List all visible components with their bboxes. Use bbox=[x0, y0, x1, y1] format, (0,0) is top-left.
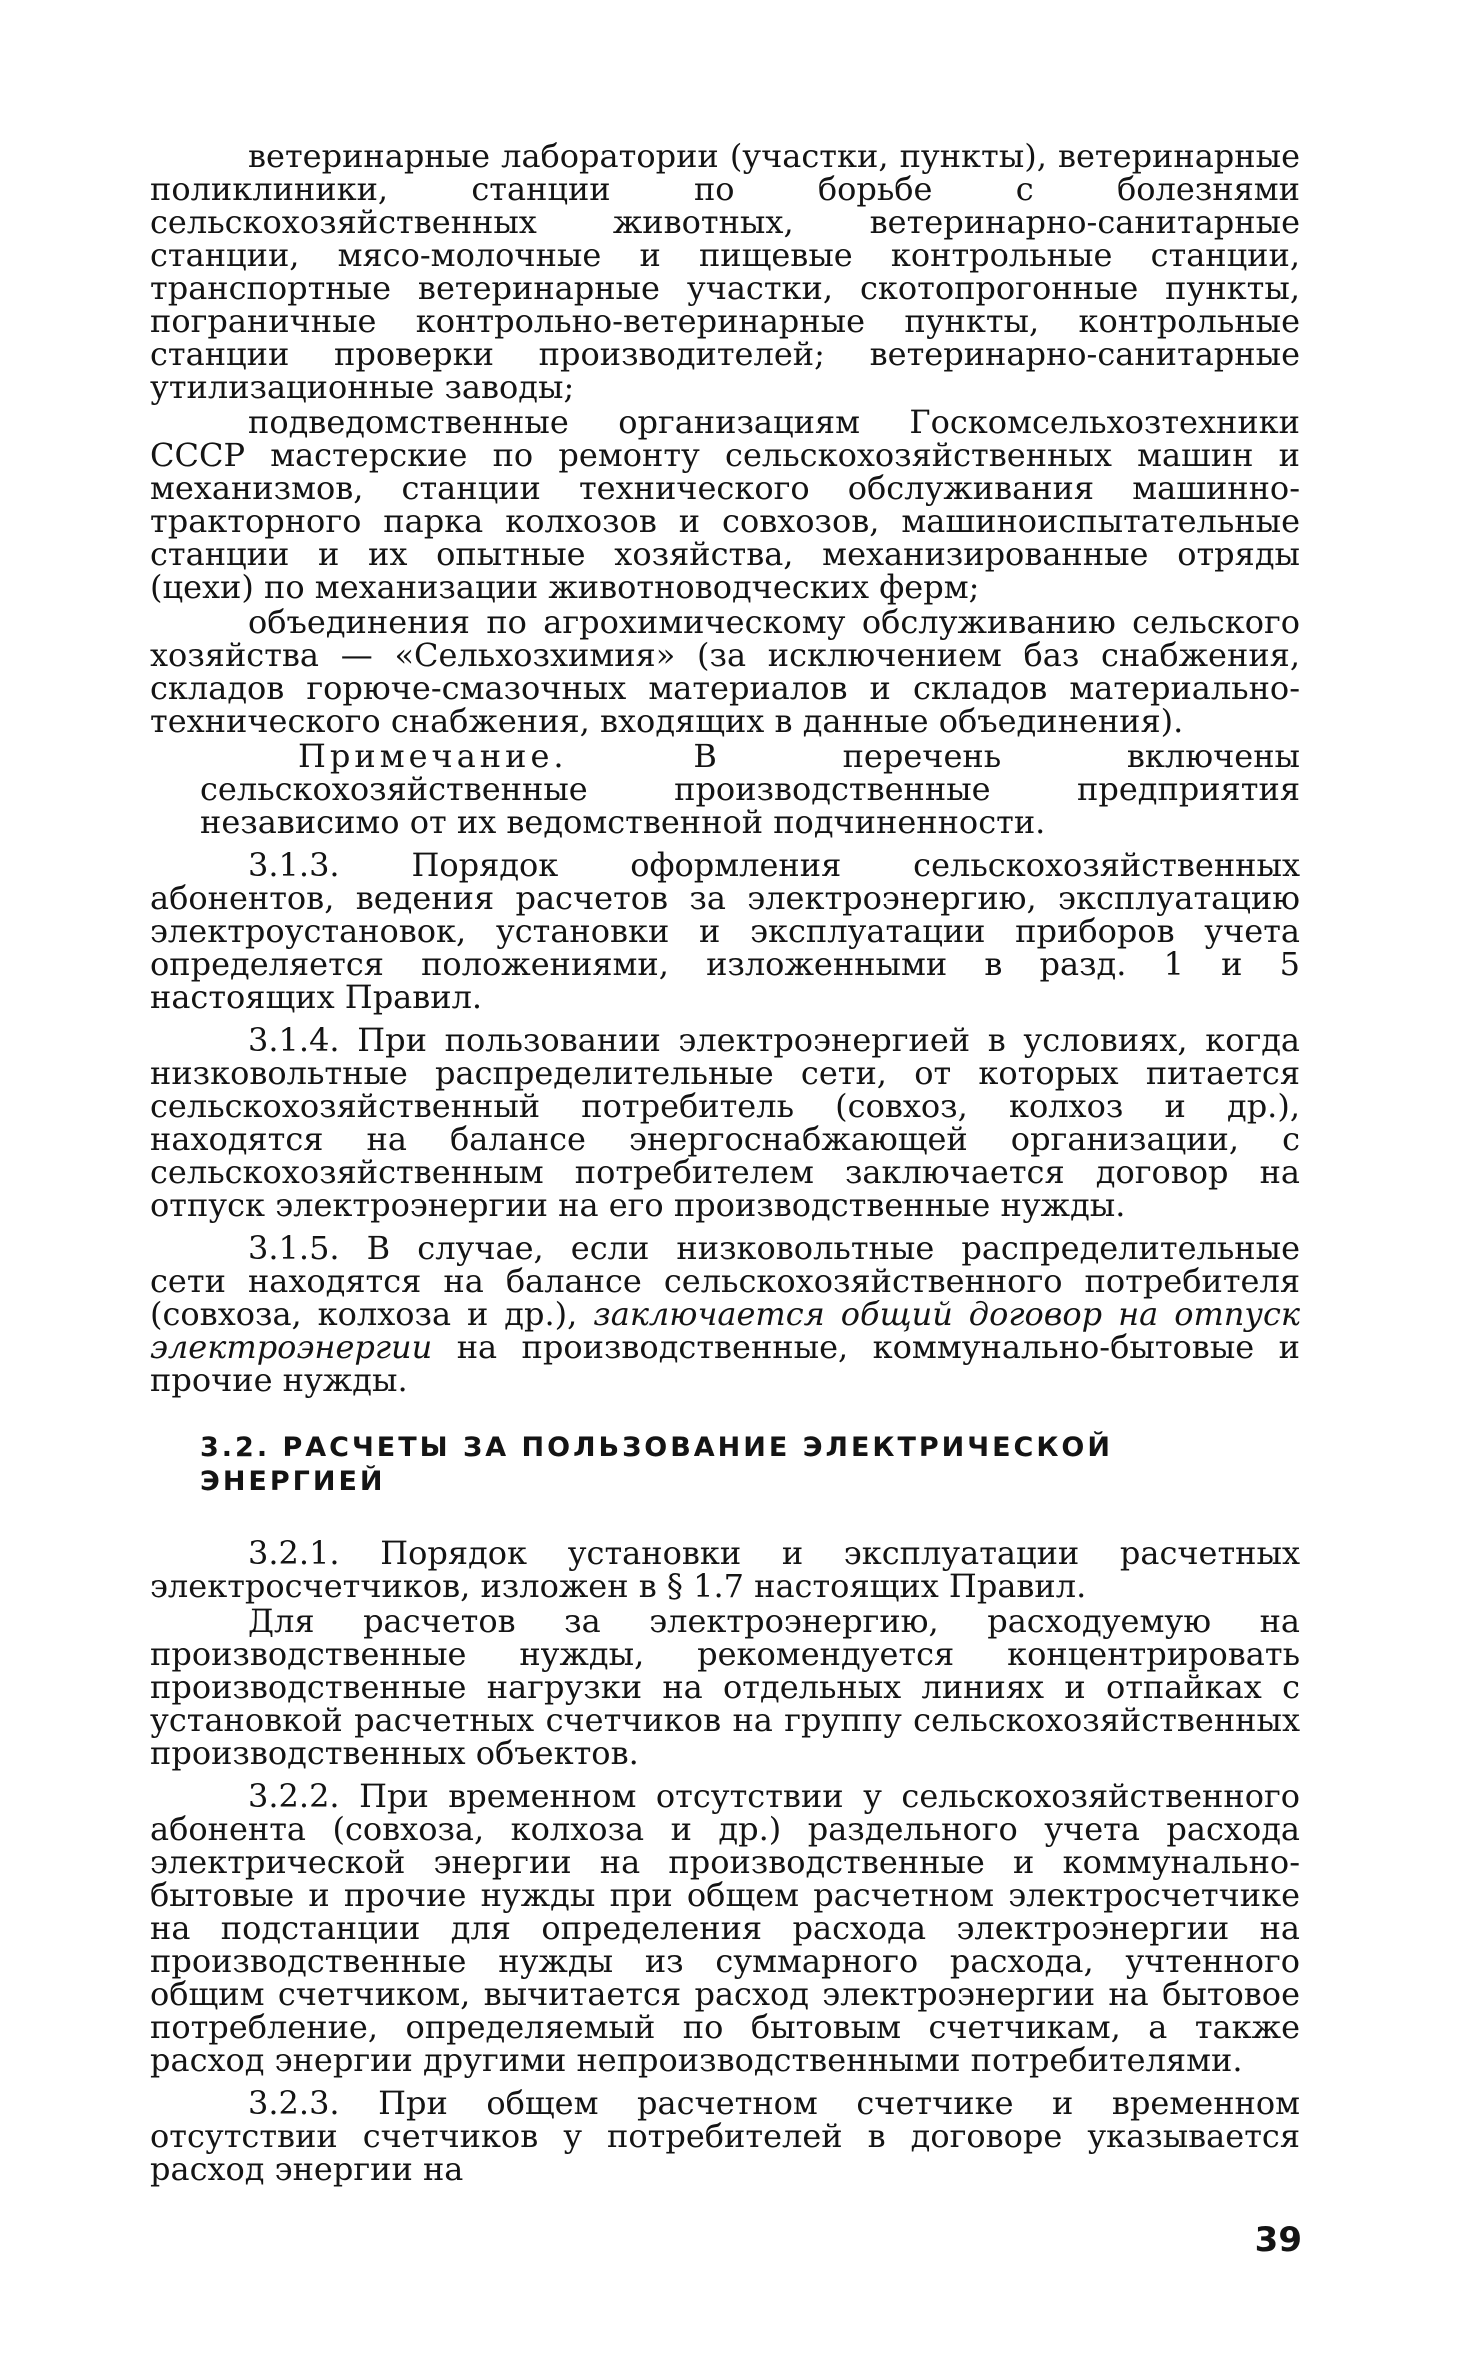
paragraph-goskomselkhoztekhnika: подведомственные организациям Госкомсельхозтехники СССР мастерские по ремонту сельскохозяйственных машин и механизмов, станции технического обслуживания машинно-тракторного парка колхозов и совхозов, машиноиспытательные станции и их опытные хозяйства, механизированные отряды (цехи) по механизации животноводческих ферм; bbox=[150, 403, 1300, 606]
clause-3-1-3 bbox=[150, 846, 1300, 1016]
document-page bbox=[150, 137, 1301, 2188]
clause-3-1-3-text: Порядок оформления сельскохозяйственных абонентов, ведения расчетов за электроэнергию, эксплуатацию электроустановок, установки и эксплуатации приборов учета определяется положениями, изложенными в разд. 1 и 5 настоящих Правил. bbox=[150, 846, 1300, 1016]
clause-3-2-3-text: При общем расчетном счетчике и временном отсутствии счетчиков у потребителей в договоре указывается расход энергии на bbox=[150, 2084, 1300, 2188]
clause-3-1-5-text-c: на производственные, коммунально-бытовые и прочие нужды. bbox=[150, 1328, 1300, 1399]
clause-3-2-3-number: 3.2.3. bbox=[248, 2084, 340, 2122]
clause-3-2-2 bbox=[150, 1777, 1300, 2079]
clause-3-1-4-text: При пользовании электроэнергией в условиях, когда низковольтные распределительные сети, от которых питается сельскохозяйственный потребитель (совхоз, колхоз и др.), находятся на балансе энергоснабжающей организации, с сельскохозяйственным потребителем заключается договор на отпуск электроэнергии на его производственные нужды. bbox=[150, 1021, 1300, 1224]
clause-3-1-5-text-italic: заключается общий договор на отпуск электроэнергии bbox=[150, 1295, 1301, 1366]
note-text: В перечень включены сельскохозяйственные производственные предприятия независимо от их ведомственной подчиненности. bbox=[200, 737, 1300, 841]
paragraph-calculations: Для расчетов за электроэнергию, расходуемую на производственные нужды, рекомендуется концентрировать производственные нагрузки на отдельных линиях и отпайках с установкой расчетных счетчиков на группу сельскохозяйственных производственных объектов. bbox=[150, 1602, 1300, 1772]
clause-3-1-5 bbox=[150, 1229, 1301, 1399]
paragraph-selkhozkhimiya: объединения по агрохимическому обслуживанию сельского хозяйства — «Сельхозхимия» (за исключением баз снабжения, складов горюче-смазочных материалов и складов материально-технического снабжения, входящих в данные объединения). bbox=[150, 603, 1300, 740]
section-heading-3-2: 3.2. РАСЧЕТЫ ЗА ПОЛЬЗОВАНИЕ ЭЛЕКТРИЧЕСКОЙ ЭНЕРГИЕЙ bbox=[200, 1432, 1113, 1497]
clause-3-1-5-text-a: В случае, если низковольтные распределительные сети находятся на балансе сельскохозяйственного потребителя (совхоза, колхоза и др.), bbox=[150, 1229, 1300, 1333]
note-label: Примечание. bbox=[298, 737, 568, 775]
clause-3-1-5-number: 3.1.5. bbox=[248, 1229, 340, 1267]
clause-3-2-1-text: Порядок установки и эксплуатации расчетных электросчетчиков, изложен в § 1.7 настоящих Правил. bbox=[150, 1534, 1300, 1605]
clause-3-1-4 bbox=[150, 1021, 1300, 1224]
note-paragraph bbox=[150, 737, 1300, 841]
paragraph-veterinary bbox=[150, 137, 1300, 406]
page-number: 39 bbox=[1254, 2220, 1302, 2260]
clause-3-2-2-text: При временном отсутствии у сельскохозяйственного абонента (совхоза, колхоза и др.) раздельного учета расхода электрической энергии на производственные и коммунально-бытовые и прочие нужды при общем расчетном электросчетчике на подстанции для определения расхода электроэнергии на производственные нужды из суммарного расхода, учтенного общим счетчиком, вычитается расход электроэнергии на бытовое потребление, определяемый по бытовым счетчикам, а также расход энергии другими непроизводственными потребителями. bbox=[150, 1777, 1300, 2079]
clause-3-2-1-number: 3.2.1. bbox=[248, 1534, 340, 1572]
clause-3-2-1 bbox=[150, 1534, 1300, 1605]
clause-3-2-2-number: 3.2.2. bbox=[248, 1777, 340, 1815]
clause-3-2-3 bbox=[150, 2084, 1300, 2188]
clause-3-1-4-number: 3.1.4. bbox=[248, 1021, 340, 1059]
clause-3-1-3-number: 3.1.3. bbox=[248, 846, 340, 884]
paragraph-veterinary-text: ветеринарные лаборатории (участки, пункты), ветеринарные поликлиники, станции по борьбе с болезнями сельскохозяйственных животных, ветеринарно-санитарные станции, мясо-молочные и пищевые контрольные станции, транспортные ветеринарные участки, скотопрогонные пункты, пограничные контрольно-ветеринарные пункты, контрольные станции проверки производителей; ветеринарно-санитарные утилизационные заводы; bbox=[150, 137, 1300, 406]
